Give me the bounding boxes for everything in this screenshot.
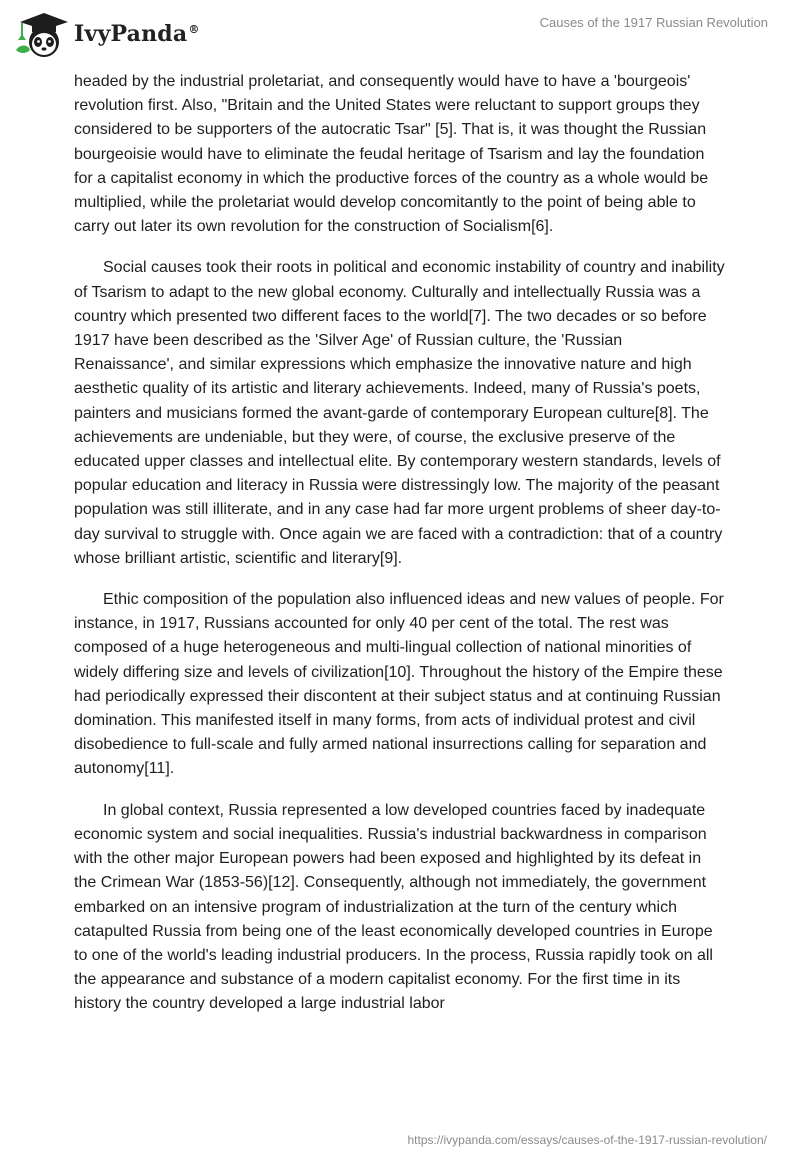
essay-content [74, 70, 726, 1034]
page-header [0, 0, 800, 70]
page-title: Causes of the 1917 Russian Revolution [539, 15, 768, 30]
footer-url[interactable]: https://ivypanda.com/essays/causes-of-the-1917-russian-revolution/ [407, 1133, 767, 1147]
paragraph-1: headed by the industrial proletariat, and consequently would have to have a 'bourgeois' revolution first. Also, "Britain and the United States were reluctant to support groups they considered to be supporters of the autocratic Tsar" [5]. That is, it was thought the Russian bourgeoisie would have to eliminate the feudal heritage of Tsarism and lay the foundation for a capitalist economy in which the productive forces of the country as a whole would be multiplied, while the proletariat would develop concomitantly to the point of being able to carry out later its own revolution for the construction of Socialism[6]. [74, 73, 709, 236]
logo-text: IvyPanda® [74, 21, 200, 47]
paragraph-2: Social causes took their roots in political and economic instability of country and inability of Tsarism to adapt to the new global economy. Culturally and intellectually Russia was a country which presented two different faces to the world[7]. The two decades or so before 1917 have been described as the 'Silver Age' of Russian culture, the 'Russian Renaissance', and similar expressions which emphasize the innovative nature and high aesthetic quality of its artistic and literary achievements. Indeed, many of Russia's poets, painters and musicians formed the avant-garde of contemporary European culture[8]. The achievements are undeniable, but they were, of course, the exclusive preserve of the educated upper classes and intellectual elite. By contemporary western standards, levels of popular education and literacy in Russia were distressingly low. The majority of the peasant population was still illiterate, and in any case had far more urgent problems of sheer day-to-day survival to struggle with. Once again we are faced with a contradiction: that of a country whose brilliant artistic, scientific and literary[9]. [74, 259, 725, 567]
panda-graduate-icon [14, 10, 68, 58]
paragraph-3: Ethic composition of the population also influenced ideas and new values of people. For instance, in 1917, Russians accounted for only 40 per cent of the total. The rest was composed of a huge heterogeneous and multi-lingual collection of national minorities of widely differing size and levels of civilization[10]. Throughout the history of the Empire these had periodically expressed their discontent at their subject status and at continuing Russian domination. This manifested itself in many forms, from acts of individual protest and civil disobedience to full-scale and fully armed national insurrections calling for separation and autonomy[11]. [74, 591, 724, 778]
paragraph-4: In global context, Russia represented a low developed countries faced by inadequate economic system and social inequalities. Russia's industrial backwardness in comparison with the other major European powers had been exposed and highlighted by its defeat in the Crimean War (1853-56)[12]. Consequently, although not immediately, the government embarked on an intensive program of industrialization at the turn of the century which catapulted Russia from being one of the least economically developed countries in Europe to one of the world's leading industrial producers. In the process, Russia rapidly took on all the appearance and substance of a modern capitalist economy. For the first time in its history the country developed a large industrial labor [74, 801, 713, 1013]
site-logo[interactable] [14, 10, 200, 58]
